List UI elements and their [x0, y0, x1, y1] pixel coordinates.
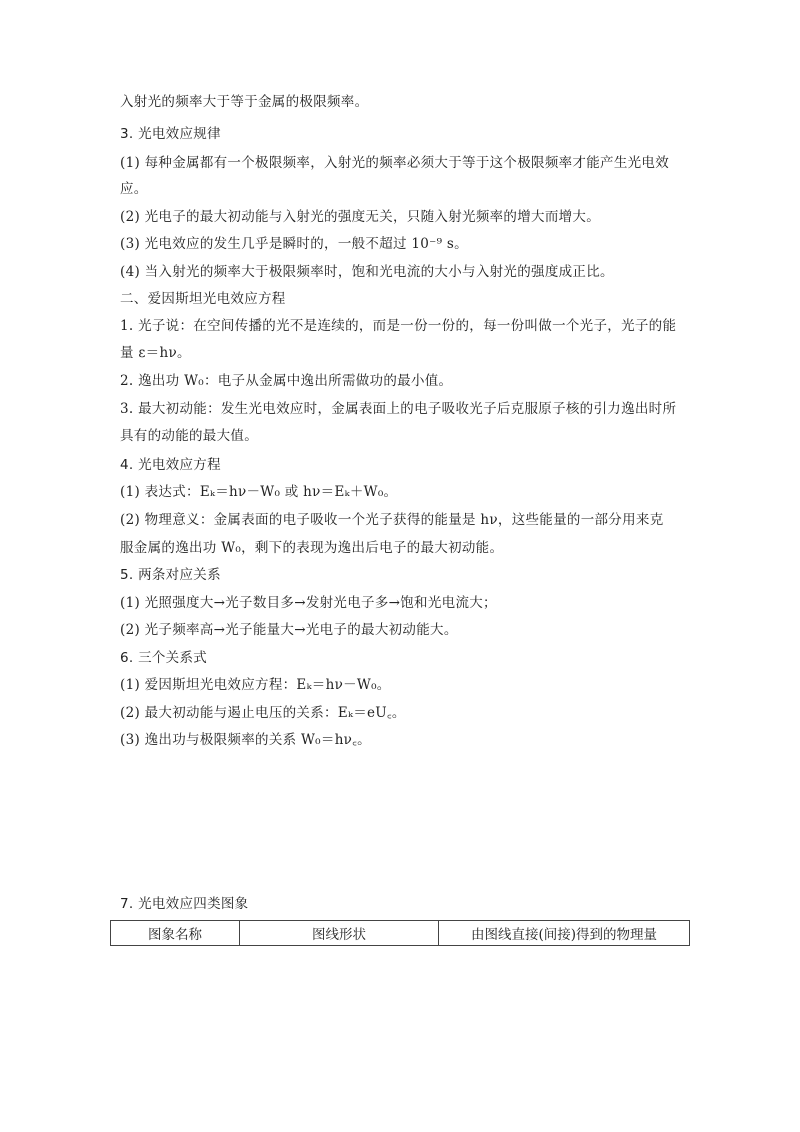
- section-7-title: 7. 光电效应四类图象: [120, 896, 249, 912]
- text-line: (4) 当入射光的频率大于极限频率时，饱和光电流的大小与入射光的强度成正比。: [120, 264, 614, 280]
- text-line: 2. 逸出功 W₀：电子从金属中逸出所需做功的最小值。: [120, 373, 453, 389]
- text-line: (1) 光照强度大→光子数目多→发射光电子多→饱和光电流大；: [120, 595, 497, 611]
- table-header-row: [111, 921, 690, 946]
- text-line: 1. 光子说：在空间传播的光不是连续的，而是一份一份的，每一份叫做一个光子，光子的能: [120, 318, 677, 334]
- text-line: 具有的动能的最大值。: [120, 428, 258, 444]
- text-line: (3) 逸出功与极限频率的关系 W₀＝hν꜀。: [120, 732, 371, 748]
- text-line: 应。: [120, 181, 148, 197]
- section-heading: 5. 两条对应关系: [120, 567, 221, 583]
- image-types-table: [110, 920, 690, 946]
- text-line: (2) 物理意义：金属表面的电子吸收一个光子获得的能量是 hν，这些能量的一部分用来克: [120, 512, 664, 528]
- section-heading: 3. 光电效应规律: [120, 126, 221, 142]
- table-header-cell: 图象名称: [111, 921, 240, 946]
- table-header-cell: 由图线直接(间接)得到的物理量: [439, 921, 690, 946]
- text-line: 3. 最大初动能：发生光电效应时，金属表面上的电子吸收光子后克服原子核的引力逸出时所: [120, 401, 677, 417]
- section-heading: 4. 光电效应方程: [120, 457, 221, 473]
- section-heading: 二、爱因斯坦光电效应方程: [120, 291, 286, 307]
- text-line: (1) 表达式：Eₖ＝hν－W₀ 或 hν＝Eₖ＋W₀。: [120, 484, 398, 500]
- text-line: (2) 光电子的最大初动能与入射光的强度无关，只随入射光频率的增大而增大。: [120, 209, 601, 225]
- section-heading: 6. 三个关系式: [120, 650, 208, 666]
- text-line: (2) 最大初动能与遏止电压的关系：Eₖ＝eU꜀。: [120, 705, 406, 721]
- text-line: (1) 每种金属都有一个极限频率，入射光的频率必须大于等于这个极限频率才能产生光电效: [120, 155, 670, 171]
- text-line: (3) 光电效应的发生几乎是瞬时的，一般不超过 10⁻⁹ s。: [120, 236, 468, 252]
- text-line: 服金属的逸出功 W₀，剩下的表现为逸出后电子的最大初动能。: [120, 540, 504, 556]
- table-header-cell: 图线形状: [240, 921, 439, 946]
- text-line: (2) 光子频率高→光子能量大→光电子的最大初动能大。: [120, 622, 458, 638]
- text-line: (1) 爱因斯坦光电效应方程：Eₖ＝hν－W₀。: [120, 677, 391, 693]
- text-line: 入射光的频率大于等于金属的极限频率。: [120, 94, 369, 110]
- text-line: 量 ε＝hν。: [120, 345, 191, 361]
